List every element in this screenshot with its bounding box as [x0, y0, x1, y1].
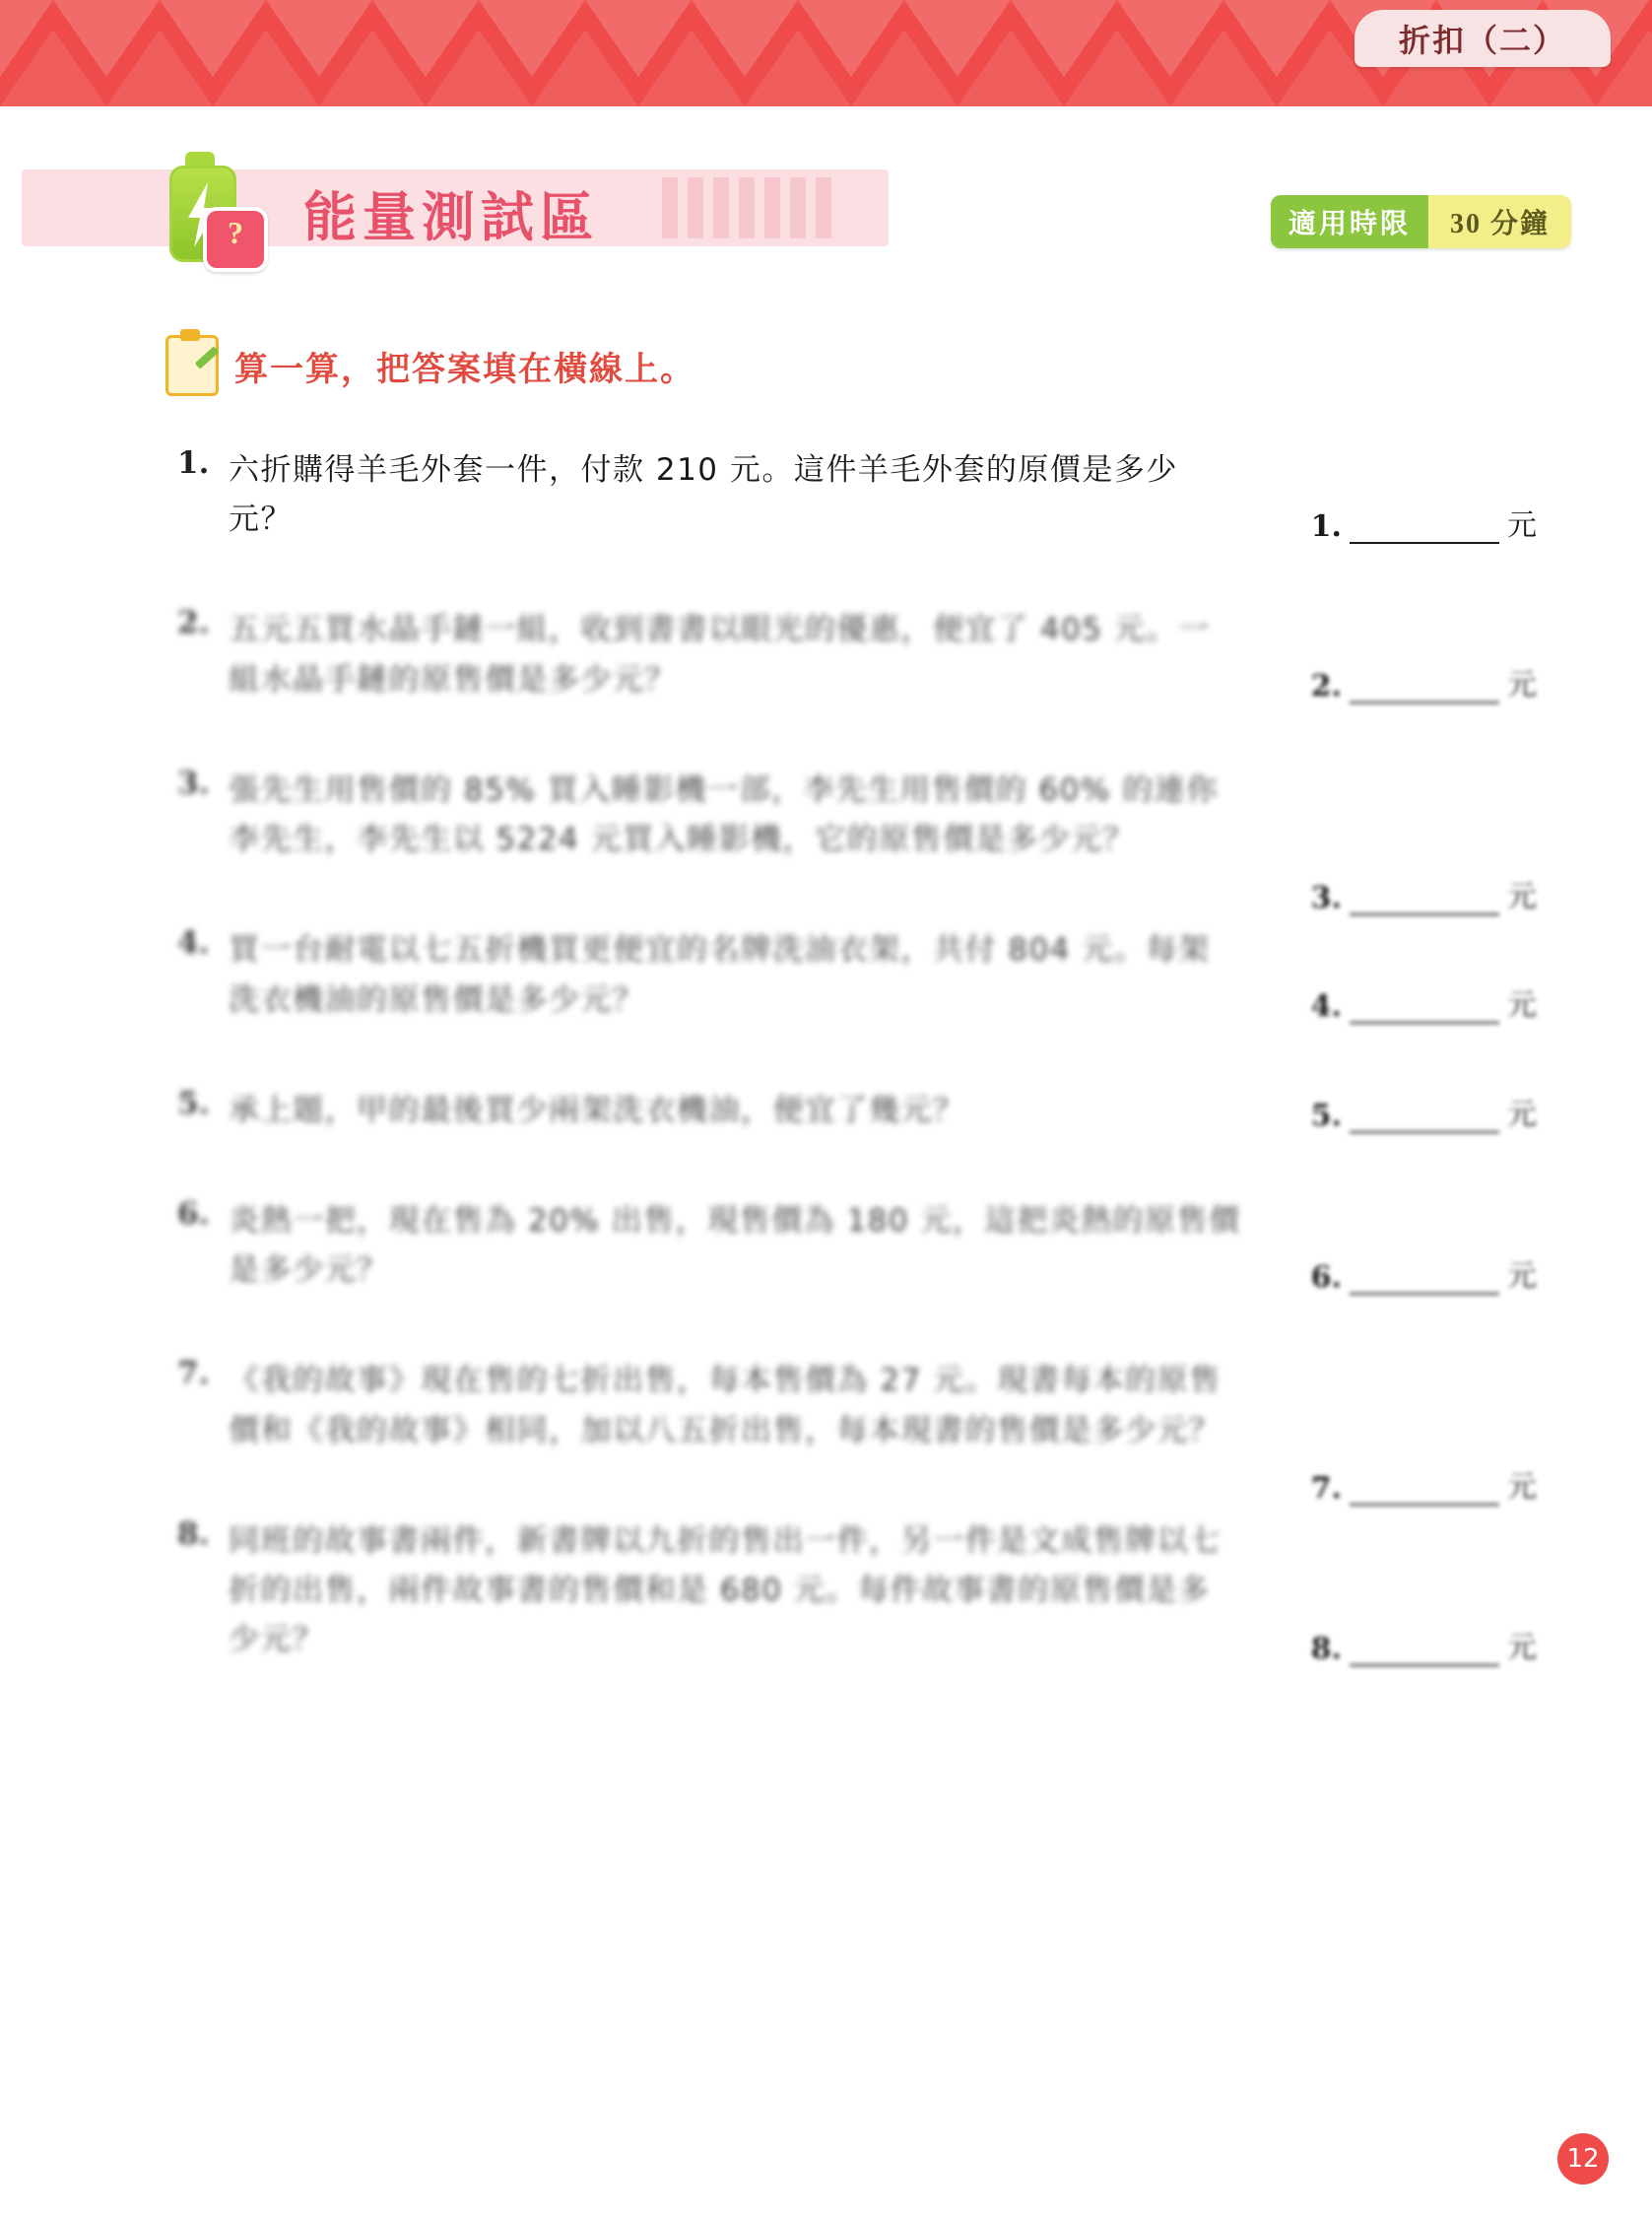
answer-unit: 元: [1507, 1097, 1537, 1132]
answer-unit: 元: [1507, 1630, 1537, 1665]
answer-unit: 元: [1507, 1470, 1537, 1506]
question-text: 買一台耐電以七五折機買更便宜的名牌洗油衣架，共付 804 元。每架洗衣機油的原售價是多少元？: [229, 932, 1211, 1018]
question-text: 《我的故事》現在售的七折出售，每本售價為 27 元。現書每本的原售價和《我的故事》相同，加以八五折出售，每本現書的售價是多少元？: [229, 1363, 1222, 1448]
answer-input-line[interactable]: [1350, 884, 1499, 915]
answer-unit: 元: [1507, 508, 1537, 543]
question-item: [177, 605, 1537, 704]
answer-unit: 元: [1507, 668, 1537, 704]
answer-slot[interactable]: [1311, 1462, 1537, 1506]
question-item: [177, 1086, 1537, 1135]
question-item: [177, 925, 1537, 1024]
answer-number: 5.: [1310, 1098, 1342, 1133]
answer-unit: 元: [1507, 879, 1537, 914]
instruction-text: 算一算，把答案填在橫線上。: [234, 349, 695, 389]
answer-slot[interactable]: [1311, 980, 1537, 1024]
answer-number: 2.: [1310, 669, 1342, 705]
answer-number: 1.: [1310, 509, 1342, 544]
chapter-tab: [1355, 10, 1611, 67]
question-text: 張先生用售價的 85% 買入睡影機一部，李先生用售價的 60% 的連你李先生，李先生以 5224 元買入睡影機，它的原售價是多少元？: [229, 772, 1219, 858]
page-number-badge: 12: [1557, 2133, 1609, 2184]
question-number: 6.: [177, 1195, 210, 1232]
answer-input-line[interactable]: [1350, 1474, 1499, 1506]
answer-slot[interactable]: [1311, 1623, 1537, 1666]
question-badge-icon: [203, 207, 268, 272]
answer-number: 4.: [1310, 989, 1342, 1025]
question-number: 7.: [177, 1356, 210, 1392]
question-text: 炎熱一把，現在售為 20% 出售，現售價為 180 元，這把炎熱的原售價是多少元？: [229, 1202, 1241, 1289]
time-limit-pill: [1271, 195, 1571, 248]
clipboard-pencil-icon: [165, 335, 219, 396]
answer-slot[interactable]: [1311, 660, 1537, 704]
question-text: 五元五買水晶手鏈一組，收到書書以眼光的優惠，便宜了 405 元。一組水晶手鏈的原售價是多少元？: [229, 612, 1211, 698]
page-title: 能量測試區: [303, 186, 599, 248]
answer-unit: 元: [1507, 1258, 1537, 1294]
question-number: 5.: [177, 1085, 210, 1121]
answer-input-line[interactable]: [1350, 672, 1499, 704]
question-item: [177, 445, 1537, 544]
top-decorative-banner: [0, 0, 1652, 106]
answer-input-line[interactable]: [1350, 1263, 1499, 1295]
question-number: 2.: [177, 605, 210, 641]
answer-input-line[interactable]: [1350, 992, 1499, 1024]
answer-slot[interactable]: [1311, 501, 1537, 544]
chapter-tab-label: 折扣（二）: [1398, 23, 1566, 58]
question-item: [177, 1516, 1537, 1665]
answer-slot[interactable]: [1311, 1090, 1537, 1133]
question-text: 同班的故事書兩件，新書牌以九折的售出一件，另一件是文成售牌以七折的出售，兩件故事書的售價和是 680 元。每件故事書的原售價是多少元？: [229, 1522, 1222, 1658]
time-limit-value: 30 分鐘: [1428, 195, 1571, 248]
battery-icon: [156, 148, 264, 266]
answer-number: 8.: [1310, 1631, 1342, 1666]
section-stripe-decor: [662, 177, 869, 238]
question-number: 8.: [177, 1515, 210, 1552]
answer-unit: 元: [1507, 988, 1537, 1024]
question-text: 承上題，甲的最後買少兩架洗衣機油，便宜了幾元？: [229, 1092, 965, 1128]
answer-number: 7.: [1310, 1471, 1342, 1507]
question-number: 1.: [177, 445, 210, 481]
question-number: 4.: [177, 925, 210, 962]
answer-slot[interactable]: [1311, 1251, 1537, 1295]
instruction-row: [165, 335, 695, 396]
answer-number: 6.: [1310, 1259, 1342, 1295]
question-item: [177, 1196, 1537, 1295]
answer-slot[interactable]: [1311, 872, 1537, 915]
answer-input-line[interactable]: [1350, 1635, 1499, 1666]
answer-input-line[interactable]: [1350, 1102, 1499, 1133]
question-item: [177, 765, 1537, 915]
questions-list: [177, 445, 1537, 1665]
time-limit-label: 適用時限: [1271, 195, 1428, 248]
question-number: 3.: [177, 765, 210, 801]
answer-number: 3.: [1310, 880, 1342, 915]
question-item: [177, 1356, 1537, 1507]
question-text: 六折購得羊毛外套一件，付款 210 元。這件羊毛外套的原價是多少元？: [229, 452, 1178, 538]
answer-input-line[interactable]: [1350, 512, 1499, 544]
